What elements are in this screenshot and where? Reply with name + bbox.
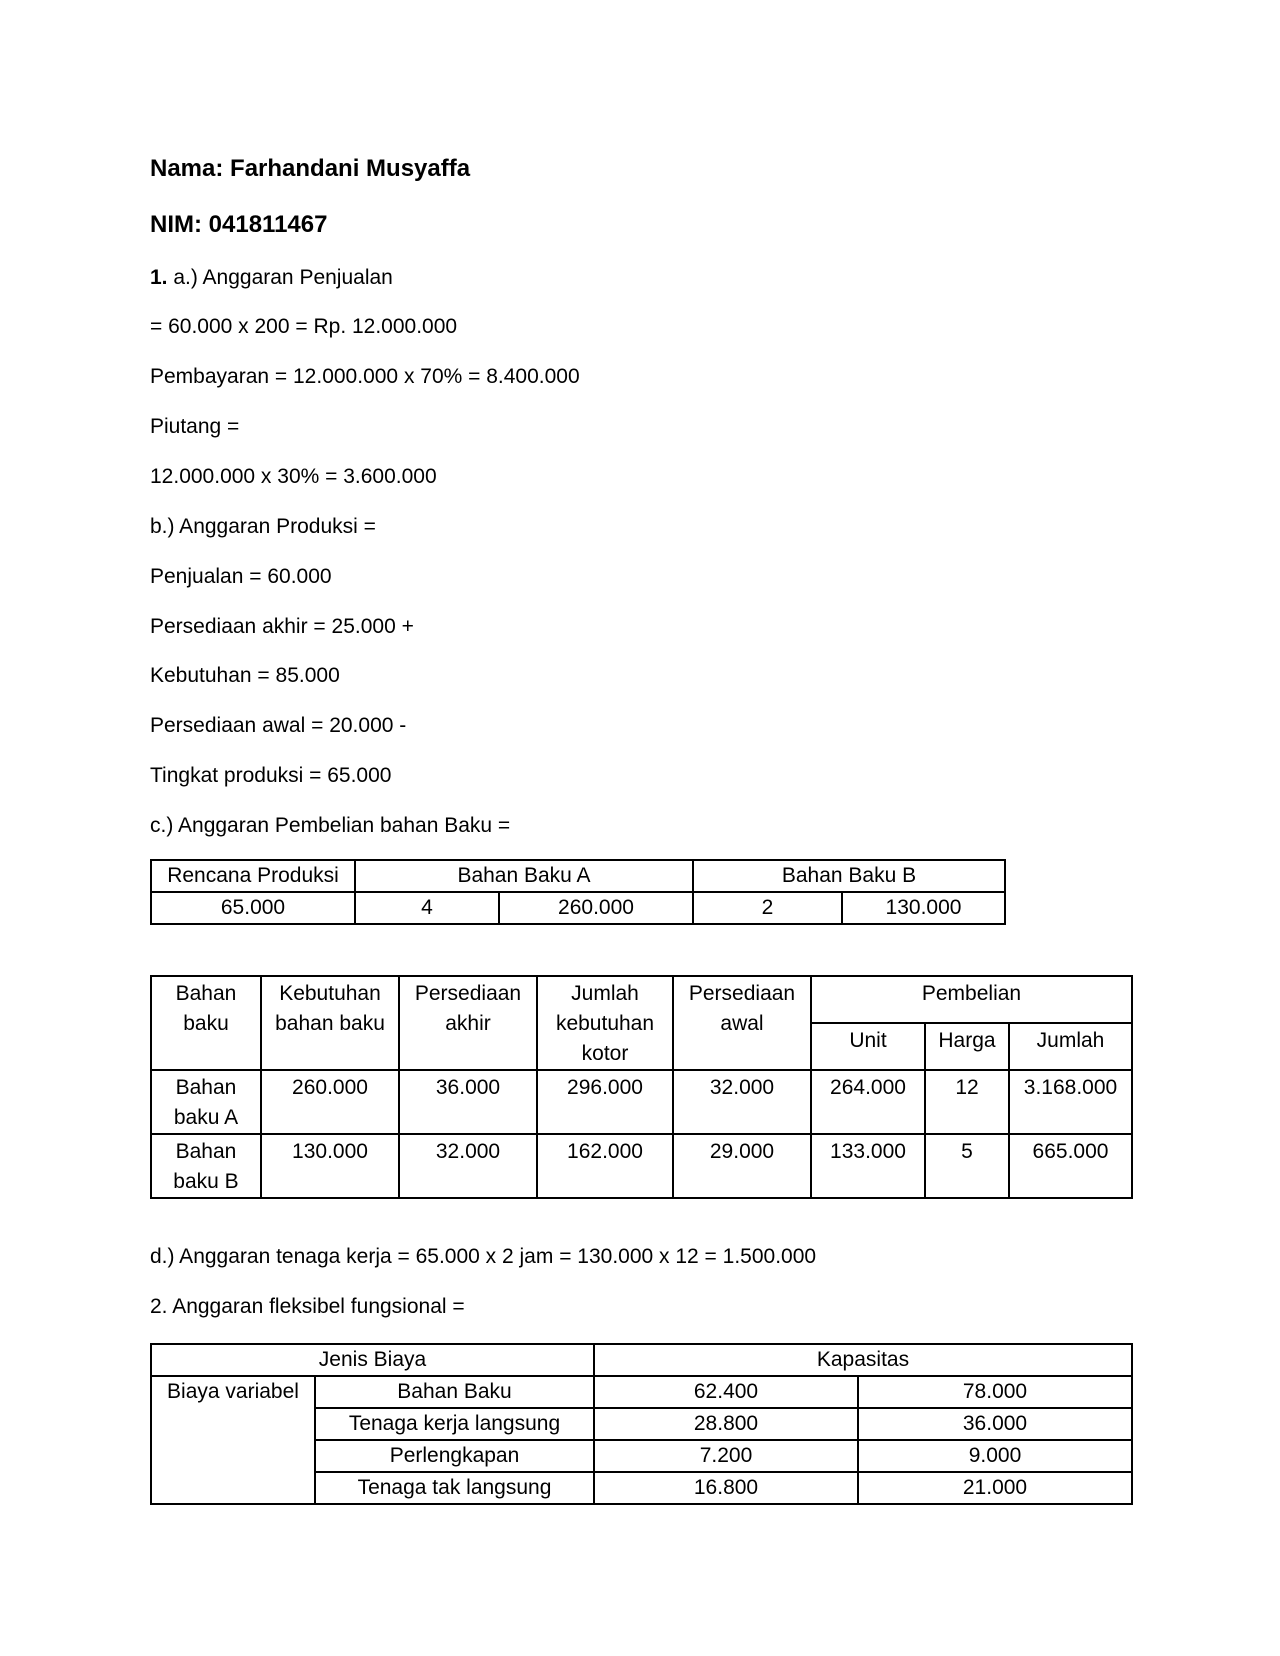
table-cell: 130.000 [261, 1134, 399, 1198]
table-cell: 65.000 [151, 892, 355, 924]
header-cell: Bahan Baku A [355, 860, 693, 892]
table-cell: 32.000 [673, 1070, 811, 1134]
table-cell: 665.000 [1009, 1134, 1132, 1198]
q1b-line-2: Persediaan akhir = 25.000 + [150, 615, 414, 638]
header-cell: Kapasitas [594, 1344, 1132, 1376]
header-cell: Bahan baku [151, 976, 261, 1070]
name-heading: Nama: Farhandani Musyaffa [150, 155, 471, 182]
table-cell: 9.000 [858, 1440, 1132, 1472]
q1a-line-4: 12.000.000 x 30% = 3.600.000 [150, 465, 437, 488]
table-cell: 3.168.000 [1009, 1070, 1132, 1134]
raw-material-purchase-summary-table [150, 859, 1006, 925]
header-cell: Kebutuhan bahan baku [261, 976, 399, 1070]
table-row [151, 1344, 1132, 1376]
q1a-title [150, 265, 393, 291]
table-cell: 12 [925, 1070, 1009, 1134]
table-cell: 130.000 [842, 892, 1005, 924]
table-cell: 260.000 [499, 892, 693, 924]
table-cell: Tenaga kerja langsung [315, 1408, 594, 1440]
table-cell: 78.000 [858, 1376, 1132, 1408]
header-cell: Pembelian [811, 976, 1132, 1023]
q1b-line-3: Kebutuhan = 85.000 [150, 664, 340, 687]
table-cell: 36.000 [399, 1070, 537, 1134]
header-cell: Jenis Biaya [151, 1344, 594, 1376]
raw-material-purchase-detail-table [150, 975, 1133, 1199]
table-cell: 5 [925, 1134, 1009, 1198]
table-cell: 21.000 [858, 1472, 1132, 1504]
table-cell: 2 [693, 892, 842, 924]
header-cell: Rencana Produksi [151, 860, 355, 892]
header-cell: Persediaan awal [673, 976, 811, 1070]
q1b-line-4: Persediaan awal = 20.000 - [150, 714, 407, 737]
q1a-title-text: a.) Anggaran Penjualan [167, 266, 393, 289]
group-cell: Biaya variabel [151, 1376, 315, 1504]
q1d-line: d.) Anggaran tenaga kerja = 65.000 x 2 jam = 130.000 x 12 = 1.500.000 [150, 1245, 817, 1268]
table-cell: 29.000 [673, 1134, 811, 1198]
table-cell: 264.000 [811, 1070, 925, 1134]
table-cell: Bahan baku A [151, 1070, 261, 1134]
table-cell: 7.200 [594, 1440, 858, 1472]
table-cell: 296.000 [537, 1070, 673, 1134]
table-row [151, 1070, 1132, 1134]
header-cell: Bahan Baku B [693, 860, 1005, 892]
table-row [151, 892, 1005, 924]
table-cell: 36.000 [858, 1408, 1132, 1440]
table-row [151, 1376, 1132, 1408]
q1b-title: b.) Anggaran Produksi = [150, 515, 376, 538]
table-cell: 32.000 [399, 1134, 537, 1198]
table-row [151, 860, 1005, 892]
q1a-line-2: Pembayaran = 12.000.000 x 70% = 8.400.000 [150, 365, 580, 388]
table-cell: 260.000 [261, 1070, 399, 1134]
table-cell: 133.000 [811, 1134, 925, 1198]
q1-number: 1. [150, 266, 168, 289]
nim-heading: NIM: 041811467 [150, 211, 328, 238]
header-cell: Persediaan akhir [399, 976, 537, 1070]
table-cell: 162.000 [537, 1134, 673, 1198]
header-cell: Unit [811, 1023, 925, 1070]
q1b-line-5: Tingkat produksi = 65.000 [150, 764, 392, 787]
q2-title: 2. Anggaran fleksibel fungsional = [150, 1295, 465, 1318]
q1c-title: c.) Anggaran Pembelian bahan Baku = [150, 814, 511, 837]
table-cell: 16.800 [594, 1472, 858, 1504]
header-cell: Jumlah [1009, 1023, 1132, 1070]
table-row [151, 976, 1132, 1023]
q1a-line-3: Piutang = [150, 415, 240, 438]
q1b-line-1: Penjualan = 60.000 [150, 565, 332, 588]
table-cell: 4 [355, 892, 499, 924]
table-row [151, 1134, 1132, 1198]
table-cell: Bahan Baku [315, 1376, 594, 1408]
header-cell: Jumlah kebutuhan kotor [537, 976, 673, 1070]
table-cell: Perlengkapan [315, 1440, 594, 1472]
table-cell: 28.800 [594, 1408, 858, 1440]
q1a-line-1: = 60.000 x 200 = Rp. 12.000.000 [150, 315, 458, 338]
flexible-budget-table [150, 1343, 1133, 1505]
table-cell: Tenaga tak langsung [315, 1472, 594, 1504]
table-cell: 62.400 [594, 1376, 858, 1408]
table-cell: Bahan baku B [151, 1134, 261, 1198]
header-cell: Harga [925, 1023, 1009, 1070]
